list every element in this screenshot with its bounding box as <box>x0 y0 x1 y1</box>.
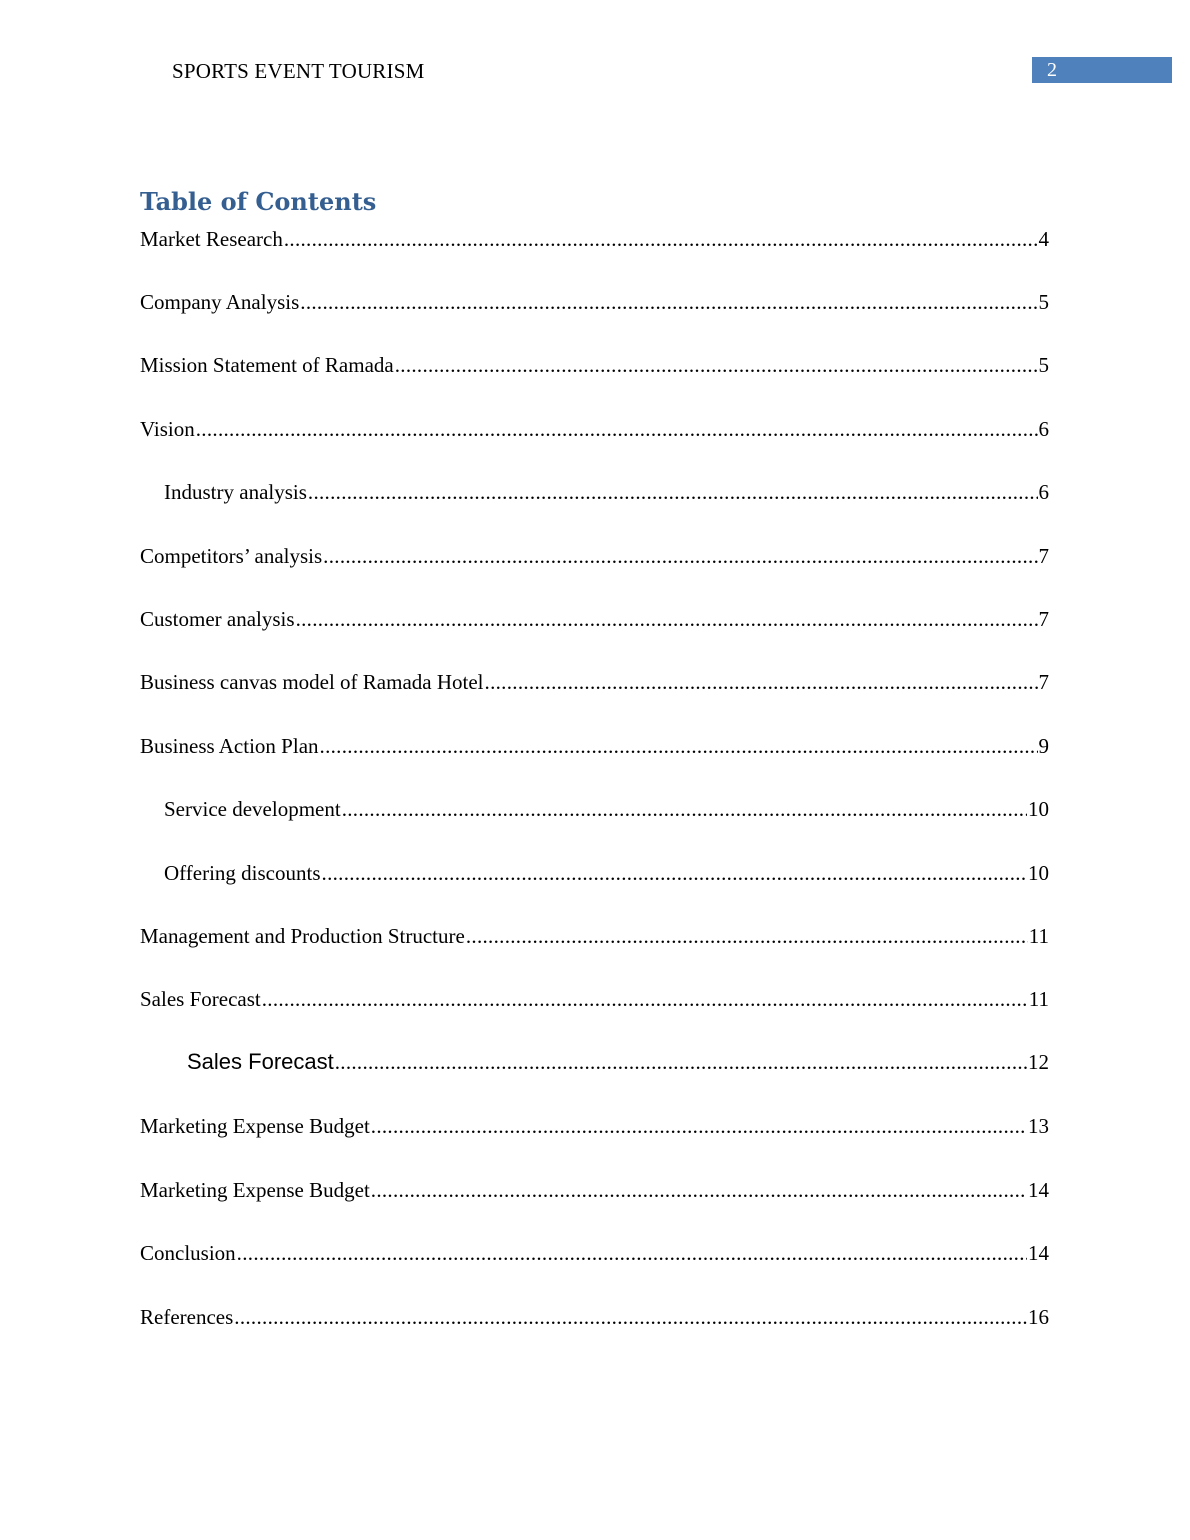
toc-entry-page: 14 <box>1028 1178 1049 1202</box>
toc-entry-company-analysis[interactable] <box>140 288 1049 316</box>
toc-entry-label: Vision <box>140 417 195 441</box>
toc-dot-leader <box>308 478 1038 506</box>
toc-entry-page: 5 <box>1038 290 1049 314</box>
toc-entry-label: Conclusion <box>140 1241 236 1265</box>
toc-entry-page: 16 <box>1028 1305 1049 1329</box>
toc-dot-leader <box>296 605 1038 633</box>
toc-entry-service-development[interactable] <box>140 795 1049 823</box>
toc-entry-page: 4 <box>1038 227 1049 251</box>
toc-dot-leader <box>234 1303 1027 1331</box>
toc-entry-mission-statement[interactable] <box>140 351 1049 379</box>
toc-dot-leader <box>371 1112 1027 1140</box>
toc-dot-leader <box>196 415 1038 443</box>
toc-entry-page: 11 <box>1028 924 1049 948</box>
toc-entry-page: 12 <box>1028 1050 1049 1074</box>
toc-entry-label: Management and Production Structure <box>140 924 465 948</box>
running-header-title: SPORTS EVENT TOURISM <box>172 59 425 83</box>
toc-entry-references[interactable] <box>140 1303 1049 1331</box>
toc-entry-page: 7 <box>1038 670 1049 694</box>
toc-dot-leader <box>320 732 1038 760</box>
toc-heading: Table of Contents <box>140 187 377 216</box>
toc-entry-business-canvas-model[interactable] <box>140 668 1049 696</box>
toc-entry-label: Marketing Expense Budget <box>140 1114 370 1138</box>
toc-entry-label: Business canvas model of Ramada Hotel <box>140 670 484 694</box>
toc-entry-label: Business Action Plan <box>140 734 319 758</box>
toc-entry-page: 7 <box>1038 544 1049 568</box>
toc-entry-label: Company Analysis <box>140 290 300 314</box>
toc-entry-page: 9 <box>1038 734 1049 758</box>
toc-entry-management-structure[interactable] <box>140 922 1049 950</box>
toc-entry-label: Service development <box>164 797 341 821</box>
toc-entry-page: 10 <box>1028 861 1049 885</box>
toc-entry-marketing-expense-budget-2[interactable] <box>140 1176 1049 1204</box>
toc-entry-label: Industry analysis <box>164 480 307 504</box>
toc-entry-page: 14 <box>1028 1241 1049 1265</box>
toc-dot-leader <box>262 985 1028 1013</box>
toc-entry-page: 11 <box>1028 987 1049 1011</box>
toc-dot-leader <box>371 1176 1027 1204</box>
toc-entry-label: Sales Forecast <box>140 987 261 1011</box>
toc-entry-customer-analysis[interactable] <box>140 605 1049 633</box>
toc-dot-leader <box>485 668 1038 696</box>
toc-entry-label: Customer analysis <box>140 607 295 631</box>
toc-dot-leader <box>466 922 1028 950</box>
toc-entry-page: 13 <box>1028 1114 1049 1138</box>
toc-entry-sales-forecast-sub[interactable] <box>140 1048 1049 1076</box>
toc-dot-leader <box>322 859 1027 887</box>
toc-dot-leader <box>284 225 1038 253</box>
toc-entry-marketing-expense-budget[interactable] <box>140 1112 1049 1140</box>
toc-entry-competitors-analysis[interactable] <box>140 542 1049 570</box>
toc-entry-label: Mission Statement of Ramada <box>140 353 394 377</box>
toc-entry-page: 6 <box>1038 417 1049 441</box>
toc-entry-business-action-plan[interactable] <box>140 732 1049 760</box>
toc-entry-conclusion[interactable] <box>140 1239 1049 1267</box>
toc-dot-leader <box>395 351 1038 379</box>
toc-entry-industry-analysis[interactable] <box>140 478 1049 506</box>
toc-dot-leader <box>342 795 1027 823</box>
toc-entry-label: Marketing Expense Budget <box>140 1178 370 1202</box>
toc-entry-vision[interactable] <box>140 415 1049 443</box>
toc-dot-leader <box>335 1048 1027 1076</box>
page-number: 2 <box>1032 57 1172 83</box>
toc-entry-page: 10 <box>1028 797 1049 821</box>
toc-entry-sales-forecast[interactable] <box>140 985 1049 1013</box>
toc-entry-offering-discounts[interactable] <box>140 859 1049 887</box>
toc-entry-label: References <box>140 1305 234 1329</box>
toc-entry-label: Market Research <box>140 227 283 251</box>
toc-entry-label: Competitors’ analysis <box>140 544 323 568</box>
toc-dot-leader <box>300 288 1037 316</box>
toc-entry-page: 7 <box>1038 607 1049 631</box>
toc-dot-leader <box>323 542 1037 570</box>
toc-dot-leader <box>237 1239 1027 1267</box>
toc-entry-label: Sales Forecast <box>187 1049 334 1074</box>
toc-entry-page: 5 <box>1038 353 1049 377</box>
toc-entry-market-research[interactable] <box>140 225 1049 253</box>
toc-entry-label: Offering discounts <box>164 861 321 885</box>
toc-entry-page: 6 <box>1038 480 1049 504</box>
